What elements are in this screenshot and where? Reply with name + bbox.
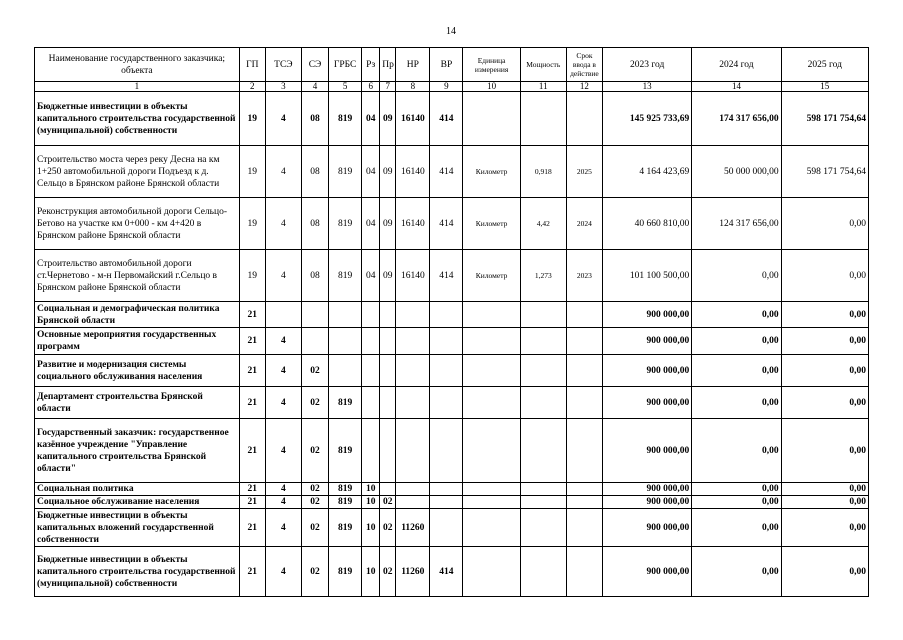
table-cell: Километр (463, 146, 520, 198)
table-cell: 0,918 (520, 146, 566, 198)
table-cell: 4 (265, 419, 301, 483)
table-cell: 819 (329, 387, 362, 419)
table-cell (396, 302, 430, 328)
table-cell (430, 355, 463, 387)
table-cell: 819 (329, 146, 362, 198)
table-cell: 0,00 (692, 496, 781, 509)
table-cell (463, 509, 520, 547)
table-cell (463, 302, 520, 328)
table-row (35, 328, 869, 355)
table-cell: 819 (329, 198, 362, 250)
table-cell (362, 302, 380, 328)
table-cell: 08 (301, 146, 328, 198)
row-name-cell: Основные мероприятия государственных программ (35, 328, 240, 355)
table-cell: 21 (239, 387, 265, 419)
column-number: 13 (602, 82, 691, 92)
table-cell: 0,00 (781, 483, 868, 496)
table-cell: 04 (362, 250, 380, 302)
table-cell: 4 (265, 509, 301, 547)
row-name-cell: Социальная и демографическая политика Брянской области (35, 302, 240, 328)
row-name-cell: Реконструкция автомобильной дороги Сельцо-Бетово на участке км 0+000 - км 4+420 в Брянском районе Брянской области (35, 198, 240, 250)
page-number: 14 (446, 26, 456, 37)
table-cell (396, 496, 430, 509)
table-cell (430, 419, 463, 483)
column-number: 11 (520, 82, 566, 92)
column-number: 14 (692, 82, 781, 92)
table-cell: 09 (380, 92, 396, 146)
table-cell: 900 000,00 (602, 387, 691, 419)
column-number: 8 (396, 82, 430, 92)
table-cell: 0,00 (781, 328, 868, 355)
table-cell: 145 925 733,69 (602, 92, 691, 146)
table-cell: 900 000,00 (602, 547, 691, 597)
table-row (35, 496, 869, 509)
table-cell: 02 (301, 509, 328, 547)
table-cell (329, 328, 362, 355)
table-cell: 08 (301, 250, 328, 302)
table-cell: 4 (265, 483, 301, 496)
table-cell: 0,00 (692, 387, 781, 419)
table-cell (520, 387, 566, 419)
table-row (35, 547, 869, 597)
table-cell: 4 (265, 328, 301, 355)
table-cell (520, 92, 566, 146)
header-nr: НР (396, 48, 430, 82)
table-cell (463, 328, 520, 355)
table-cell (329, 355, 362, 387)
table-cell: 21 (239, 496, 265, 509)
table-cell: 0,00 (781, 250, 868, 302)
table-cell (362, 328, 380, 355)
table-cell: 21 (239, 355, 265, 387)
column-number: 1 (35, 82, 240, 92)
table-row (35, 198, 869, 250)
table-cell: 02 (301, 419, 328, 483)
table-cell: 174 317 656,00 (692, 92, 781, 146)
table-cell: 08 (301, 92, 328, 146)
table-cell: 02 (301, 496, 328, 509)
table-cell: 10 (362, 547, 380, 597)
header-row (35, 48, 869, 82)
table-cell: 02 (380, 509, 396, 547)
table-cell: 900 000,00 (602, 483, 691, 496)
table-cell: 2025 (566, 146, 602, 198)
table-cell (566, 92, 602, 146)
table-cell: 16140 (396, 198, 430, 250)
table-cell: 819 (329, 509, 362, 547)
table-cell: 2024 (566, 198, 602, 250)
table-cell: 0,00 (781, 302, 868, 328)
table-cell: 02 (301, 483, 328, 496)
table-cell: 11260 (396, 547, 430, 597)
table-cell: 0,00 (781, 355, 868, 387)
table-cell: 16140 (396, 250, 430, 302)
table-cell: 50 000 000,00 (692, 146, 781, 198)
table-row (35, 92, 869, 146)
table-cell: 19 (239, 146, 265, 198)
table-cell (463, 387, 520, 419)
table-cell (301, 328, 328, 355)
table-cell: 414 (430, 250, 463, 302)
table-cell (463, 355, 520, 387)
table-cell: 09 (380, 146, 396, 198)
table-cell (380, 483, 396, 496)
table-cell (566, 419, 602, 483)
table-cell (265, 302, 301, 328)
table-cell (362, 387, 380, 419)
table-cell: 900 000,00 (602, 509, 691, 547)
table-cell: 04 (362, 198, 380, 250)
table-cell (566, 509, 602, 547)
table-cell (566, 355, 602, 387)
table-cell: 21 (239, 419, 265, 483)
table-cell: 0,00 (781, 419, 868, 483)
header-grbs: ГРБС (329, 48, 362, 82)
table-cell: 08 (301, 198, 328, 250)
table-cell: 21 (239, 328, 265, 355)
table-cell (566, 387, 602, 419)
table-cell: 819 (329, 483, 362, 496)
table-cell: 16140 (396, 146, 430, 198)
table-cell: 4 164 423,69 (602, 146, 691, 198)
table-cell (380, 387, 396, 419)
table-cell: 21 (239, 483, 265, 496)
table-cell: 02 (380, 547, 396, 597)
row-name-cell: Социальная политика (35, 483, 240, 496)
table-row (35, 387, 869, 419)
table-cell: 21 (239, 302, 265, 328)
column-number: 15 (781, 82, 868, 92)
table-cell: 2023 (566, 250, 602, 302)
table-cell (430, 302, 463, 328)
table-cell: 4 (265, 146, 301, 198)
table-cell: 0,00 (781, 496, 868, 509)
table-cell: 819 (329, 92, 362, 146)
table-cell (396, 328, 430, 355)
table-cell (566, 496, 602, 509)
table-cell: 900 000,00 (602, 496, 691, 509)
table-cell (566, 483, 602, 496)
table-cell: 900 000,00 (602, 419, 691, 483)
table-cell (430, 509, 463, 547)
table-cell (520, 302, 566, 328)
column-number: 12 (566, 82, 602, 92)
table-cell: 0,00 (692, 302, 781, 328)
table-cell: 09 (380, 250, 396, 302)
table-cell: 0,00 (692, 355, 781, 387)
table-cell (380, 302, 396, 328)
row-name-cell: Бюджетные инвестиции в объекты капитального строительства государственной (муниципальной) собственности (35, 547, 240, 597)
header-gp: ГП (239, 48, 265, 82)
table-cell: 4 (265, 355, 301, 387)
table-cell: 0,00 (781, 547, 868, 597)
table-cell: 900 000,00 (602, 302, 691, 328)
table-cell (430, 387, 463, 419)
table-cell: 21 (239, 509, 265, 547)
row-name-cell: Строительство автомобильной дороги ст.Чернетово - м-н Первомайский г.Сельцо в Брянском районе Брянской области (35, 250, 240, 302)
row-name-cell: Бюджетные инвестиции в объекты капитального строительства государственной (муниципальной) собственности (35, 92, 240, 146)
table-cell: 0,00 (781, 509, 868, 547)
table-cell (396, 483, 430, 496)
header-se: СЭ (301, 48, 328, 82)
table-cell: 4 (265, 547, 301, 597)
table-cell (520, 328, 566, 355)
table-cell: 414 (430, 146, 463, 198)
table-cell (380, 355, 396, 387)
table-row (35, 146, 869, 198)
table-cell: Километр (463, 250, 520, 302)
table-cell (430, 483, 463, 496)
table-cell: 4 (265, 496, 301, 509)
table-cell: 819 (329, 250, 362, 302)
table-cell (520, 483, 566, 496)
table-cell (520, 496, 566, 509)
header-rz: Рз (362, 48, 380, 82)
table-cell: 16140 (396, 92, 430, 146)
table-row (35, 355, 869, 387)
table-cell (329, 302, 362, 328)
header-pr: Пр (380, 48, 396, 82)
table-cell: 10 (362, 496, 380, 509)
column-number: 2 (239, 82, 265, 92)
table-cell: 11260 (396, 509, 430, 547)
table-cell: 1,273 (520, 250, 566, 302)
column-number: 4 (301, 82, 328, 92)
table-cell (396, 419, 430, 483)
table-cell (520, 547, 566, 597)
table-cell (520, 509, 566, 547)
table-cell: 0,00 (692, 328, 781, 355)
column-number: 5 (329, 82, 362, 92)
table-cell: 0,00 (781, 198, 868, 250)
table-cell (566, 302, 602, 328)
table-cell: 0,00 (692, 509, 781, 547)
table-cell: 4,42 (520, 198, 566, 250)
table-cell: 598 171 754,64 (781, 146, 868, 198)
row-name-cell: Развитие и модернизация системы социального обслуживания населения (35, 355, 240, 387)
table-cell: 0,00 (692, 483, 781, 496)
column-number: 10 (463, 82, 520, 92)
table-cell: 819 (329, 419, 362, 483)
table-cell: 900 000,00 (602, 355, 691, 387)
table-cell (362, 355, 380, 387)
column-number: 6 (362, 82, 380, 92)
column-number: 9 (430, 82, 463, 92)
header-2024: 2024 год (692, 48, 781, 82)
table-cell: 4 (265, 387, 301, 419)
table-cell (463, 547, 520, 597)
table-cell: 4 (265, 250, 301, 302)
row-name-cell: Бюджетные инвестиции в объекты капитальных вложений государственной собственности (35, 509, 240, 547)
table-cell: 819 (329, 496, 362, 509)
header-name: Наименование государственного заказчика; объекта (35, 48, 240, 82)
table-cell (380, 419, 396, 483)
table-cell: 4 (265, 198, 301, 250)
table-cell: 10 (362, 509, 380, 547)
table-cell: 19 (239, 250, 265, 302)
table-cell: 04 (362, 146, 380, 198)
table-cell: 101 100 500,00 (602, 250, 691, 302)
table-cell (566, 547, 602, 597)
column-number-row (35, 82, 869, 92)
table-cell: 19 (239, 92, 265, 146)
column-number: 3 (265, 82, 301, 92)
table-row (35, 509, 869, 547)
table-cell: 21 (239, 547, 265, 597)
table-cell (520, 355, 566, 387)
table-cell: 414 (430, 92, 463, 146)
table-cell: 04 (362, 92, 380, 146)
table-row (35, 250, 869, 302)
table-cell (362, 419, 380, 483)
table-cell (463, 92, 520, 146)
table-cell (380, 328, 396, 355)
row-name-cell: Государственный заказчик: государственное казённое учреждение "Управление капитального строительства Брянской области" (35, 419, 240, 483)
table-cell (396, 355, 430, 387)
table-row (35, 419, 869, 483)
table-cell: 414 (430, 198, 463, 250)
table-cell: 09 (380, 198, 396, 250)
table-cell (520, 419, 566, 483)
table-cell (430, 328, 463, 355)
table-cell: 10 (362, 483, 380, 496)
table-cell: 0,00 (781, 387, 868, 419)
column-number: 7 (380, 82, 396, 92)
table-cell: 4 (265, 92, 301, 146)
table-cell: 124 317 656,00 (692, 198, 781, 250)
header-vr: ВР (430, 48, 463, 82)
table-cell (463, 483, 520, 496)
table-cell: 0,00 (692, 419, 781, 483)
table-cell (463, 496, 520, 509)
header-2025: 2025 год (781, 48, 868, 82)
header-unit: Единица измерения (463, 48, 520, 82)
header-tse: ТСЭ (265, 48, 301, 82)
row-name-cell: Социальное обслуживание населения (35, 496, 240, 509)
table-cell: 414 (430, 547, 463, 597)
row-name-cell: Строительство моста через реку Десна на км 1+250 автомобильной дороги Подъезд к д. Сельцо в Брянском районе Брянской области (35, 146, 240, 198)
table-cell (396, 387, 430, 419)
table-cell: 40 660 810,00 (602, 198, 691, 250)
table-cell (430, 496, 463, 509)
table-cell: 0,00 (692, 250, 781, 302)
table-row (35, 302, 869, 328)
table-cell: 02 (301, 387, 328, 419)
header-capacity: Мощность (520, 48, 566, 82)
table-cell: 02 (380, 496, 396, 509)
header-term: Срок ввода в действие (566, 48, 602, 82)
table-cell: 19 (239, 198, 265, 250)
budget-table (34, 47, 869, 597)
table-cell: 598 171 754,64 (781, 92, 868, 146)
table-cell: 02 (301, 355, 328, 387)
table-cell: 819 (329, 547, 362, 597)
header-2023: 2023 год (602, 48, 691, 82)
table-cell: 900 000,00 (602, 328, 691, 355)
table-cell: 0,00 (692, 547, 781, 597)
table-cell: 02 (301, 547, 328, 597)
table-cell (463, 419, 520, 483)
table-row (35, 483, 869, 496)
table-cell (301, 302, 328, 328)
table-cell (566, 328, 602, 355)
table-cell: Километр (463, 198, 520, 250)
row-name-cell: Департамент строительства Брянской области (35, 387, 240, 419)
